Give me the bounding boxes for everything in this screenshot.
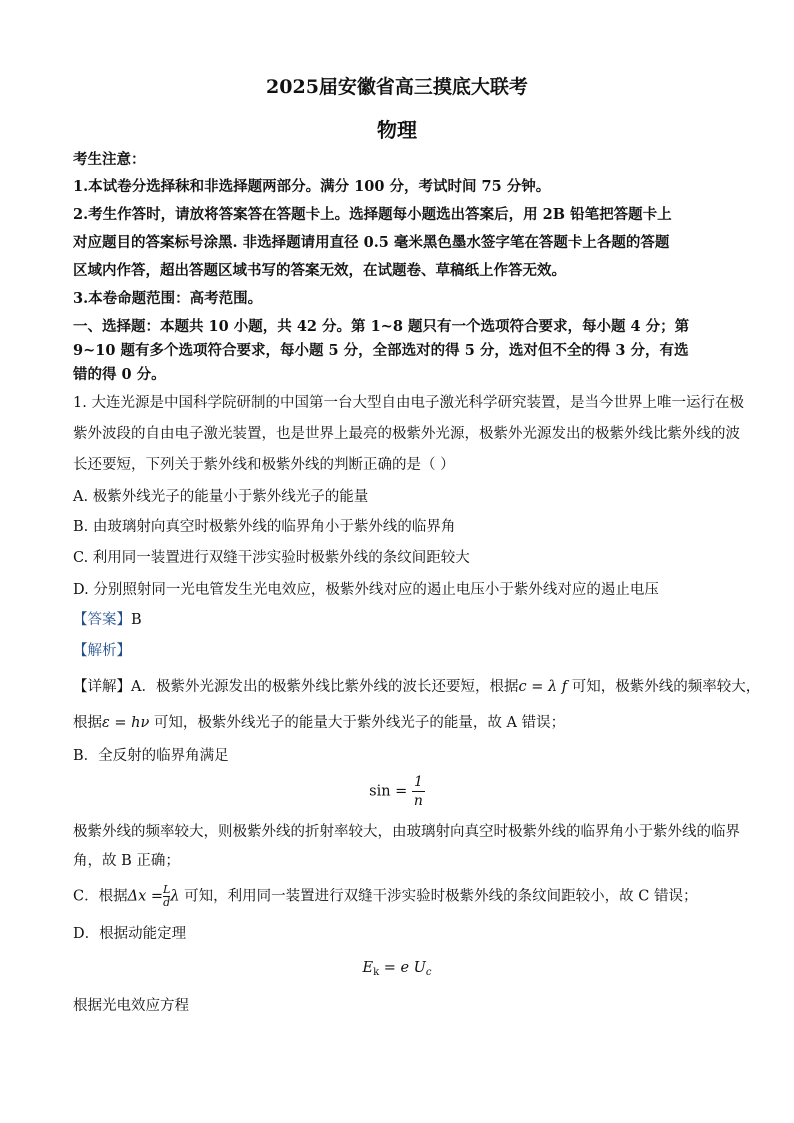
question-stem-3: 长还要短，下列关于紫外线和极紫外线的判断正确的是（ ） [73, 457, 455, 473]
section-heading: 一、选择题：本题共 10 小题，共 42 分。第 1~8 题只有一个选项符合要求，每小题 4 分；第 [73, 318, 690, 335]
detail-b-line-3: 角，故 B 正确； [73, 853, 180, 869]
notice-item-2: 2.考生作答时，请放将答案答在答题卡上。选择题每小题选出答案后，用 2B 铅笔把答题卡上 [73, 206, 672, 223]
answer-value: B [131, 612, 142, 628]
formula-critical-angle [0, 773, 794, 810]
section-heading-cont: 9~10 题有多个选项符合要求，每小题 5 分，全部选对的得 5 分，选对但不全的得 3 分，有选 [73, 342, 689, 359]
fraction-denominator: n [413, 793, 423, 809]
notice-label: 考生注意： [73, 151, 146, 168]
notice-item-3: 3.本卷命题范围：高考范围。 [73, 290, 263, 307]
detail-b-line-1: B．全反射的临界角满足 [73, 748, 229, 764]
answer-label: 【答案】 [73, 612, 131, 628]
exam-title: 2025届安徽省高三摸底大联考 [266, 76, 528, 98]
subject-title: 物理 [377, 118, 417, 142]
fraction-numerator: 1 [413, 774, 423, 790]
detail-d-line-1: D．根据动能定理 [73, 926, 187, 942]
notice-item-2-cont: 对应题目的答案标号涂黑. 非选择题请用直径 0.5 毫米黑色墨水签字笔在答题卡上各题的答题 [73, 234, 670, 251]
detail-a-text-2: 可知，极紫外线的频率较大， [571, 679, 761, 695]
detail-a2-pre: 根据 [73, 715, 102, 731]
formula-ek-symbol: E [362, 960, 374, 976]
formula-photon-energy: ε = hν [102, 715, 150, 731]
detail-c-line [73, 884, 733, 909]
formula-sin-left: sin = [369, 783, 408, 800]
analysis-label: 【解析】 [73, 643, 131, 659]
option-d: D. 分别照射同一光电管发生光电效应，极紫外线对应的遏止电压小于紫外线对应的遏止电压 [73, 582, 659, 598]
detail-a2-post: 可知，极紫外线光子的能量大于紫外线光子的能量，故 A 错误； [153, 715, 566, 731]
option-c: C. 利用同一装置进行双缝干涉实验时极紫外线的条纹间距较大 [73, 550, 470, 566]
question-stem-1: 1. 大连光源是中国科学院研制的中国第一台大型自由电子激光科学研究装置，是当今世界上唯一运行在极 [73, 395, 744, 411]
formula-wave: c = λ f [518, 679, 568, 695]
formula-lambda: λ [170, 888, 180, 905]
formula-fraction [412, 773, 425, 810]
formula-ek-middle: = e U [379, 960, 426, 976]
fringe-denominator: d [163, 896, 171, 909]
option-a: A. 极紫外线光子的能量小于紫外线光子的能量 [73, 489, 369, 505]
formula-ek-subscript: k [373, 967, 380, 978]
detail-c-pre: C．根据 [73, 888, 128, 905]
detail-a-text: A．极紫外光源发出的极紫外线比紫外线的波长还要短，根据 [131, 679, 519, 695]
formula-uc-subscript: c [425, 967, 432, 978]
detail-label: 【详解】 [73, 679, 131, 695]
detail-b-line-2: 极紫外线的频率较大，则极紫外线的折射率较大，由玻璃射向真空时极紫外线的临界角小于紫外线的临界 [73, 824, 740, 840]
detail-a-line-1 [73, 677, 761, 697]
answer-line [73, 610, 733, 630]
detail-c-post: 可知，利用同一装置进行双缝干涉实验时极紫外线的条纹间距较小，故 C 错误； [184, 888, 698, 905]
formula-fringe-left: Δx = [127, 888, 164, 905]
detail-a-line-2 [73, 713, 733, 733]
option-b: B. 由玻璃射向真空时极紫外线的临界角小于紫外线的临界角 [73, 519, 456, 535]
question-stem-2: 紫外波段的自由电子激光装置，也是世界上最亮的极紫外光源，极紫外光源发出的极紫外线比紫外线的波 [73, 426, 740, 442]
section-heading-cont2: 错的得 0 分。 [73, 366, 166, 383]
fringe-numerator: L [163, 883, 171, 896]
notice-item-1: 1.本试卷分选择秣和非选择题两部分。满分 100 分，考试时间 75 分钟。 [73, 178, 551, 195]
detail-d-line-2: 根据光电效应方程 [73, 998, 189, 1014]
notice-item-2-cont2: 区域内作答，超出答题区域书写的答案无效，在试题卷、草稿纸上作答无效。 [73, 262, 566, 279]
formula-kinetic-energy [0, 958, 794, 983]
